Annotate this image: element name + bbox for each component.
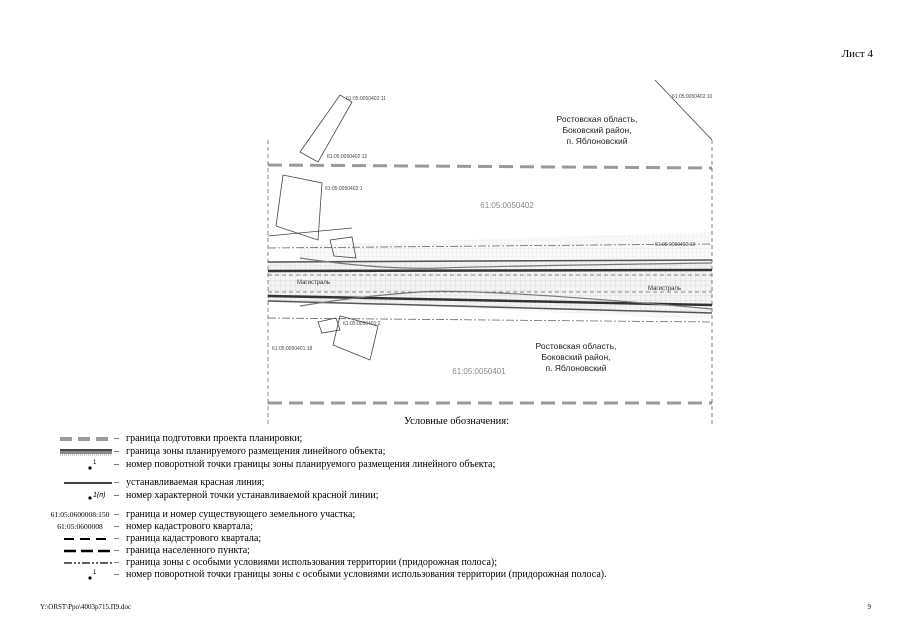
road-corridor [268, 260, 712, 313]
legend-symbol-parcel: 61:05:0600008:150 [50, 510, 110, 519]
parcels [268, 80, 712, 360]
legend-symbol-red-line-point [48, 490, 112, 502]
region-label-top [557, 114, 638, 146]
quarter-label-bottom: 61:05:0050401 [452, 367, 506, 376]
legend-row: – граница населенного пункта; [40, 545, 870, 557]
svg-text:п. Яблоновский: п. Яблоновский [566, 136, 628, 146]
parcel-label: 61:05:0050402:10 [672, 94, 713, 100]
legend-title: Условные обозначения: [404, 416, 510, 427]
legend-symbol-quarter: 61:05:0600008 [57, 522, 103, 531]
parcel-label: 61:05:0050401:2 [343, 321, 381, 327]
legend-row: 1 – номер поворотной точки границы зоны с особыми условиями использования территории (придорожная полоса). [40, 569, 870, 581]
legend-symbol-point [48, 459, 112, 471]
legend-row: – граница зоны планируемого размещения линейного объекта; [40, 446, 870, 458]
legend-symbol-zone-boundary [48, 446, 112, 458]
road-label-left: Магистраль [297, 280, 330, 286]
legend-symbol-special-point [48, 569, 112, 581]
svg-text:Боковский район,: Боковский район, [541, 352, 611, 362]
svg-text:Ростовская область,: Ростовская область, [556, 114, 638, 124]
svg-text:п. Яблоновский: п. Яблоновский [545, 363, 607, 373]
legend-row: 1 – номер поворотной точки границы зоны планируемого размещения линейного объекта; [40, 459, 870, 471]
legend-symbol-special-zone [48, 557, 112, 569]
svg-text:1: 1 [93, 460, 97, 466]
page-number: 9 [867, 603, 871, 611]
legend-row: 1(п) – номер характерной точки устанавливаемой красной линии; [40, 490, 870, 502]
parcel-label: 61:05:0050402:1 [325, 186, 363, 192]
svg-text:1: 1 [93, 570, 97, 576]
parcel-label: 61:05:0050402:12 [327, 154, 368, 160]
parcel-label: 61:05:0050401:18 [272, 346, 313, 352]
region-label-bottom [536, 341, 617, 373]
svg-text:Ростовская область,: Ростовская область, [535, 341, 617, 351]
legend-row: – граница подготовки проекта планировки; [40, 433, 870, 445]
parcel-label: 61:05:0050402:11 [346, 96, 386, 102]
legend-row: 61:05:0600008 – номер кадастрового квартала; [40, 521, 870, 533]
svg-text:1(п): 1(п) [93, 492, 106, 499]
quarter-label-top: 61:05:0050402 [480, 201, 534, 210]
footer-file-path: Y:\ORST\Ppo\4003р715.П9.doc [40, 603, 132, 611]
parcel-label: 61:05:0050402:13 [655, 242, 696, 248]
legend-symbol-red-line [48, 477, 112, 489]
legend-symbol-project-boundary [48, 433, 112, 445]
legend-row: 61:05:0600008:150 – граница и номер существующего земельного участка; [40, 509, 870, 521]
svg-text:Боковский район,: Боковский район, [562, 125, 632, 135]
sheet-label: Лист 4 [841, 48, 873, 60]
legend-symbol-quarter-boundary [48, 533, 112, 545]
legend-symbol-settlement-boundary [48, 545, 112, 557]
legend-row: – граница зоны с особыми условиями использования территории (придорожная полоса); [40, 557, 870, 569]
legend-row: – устанавливаемая красная линия; [40, 477, 870, 489]
road-label-right: Магистраль [648, 286, 681, 292]
legend-row: – граница кадастрового квартала; [40, 533, 870, 545]
